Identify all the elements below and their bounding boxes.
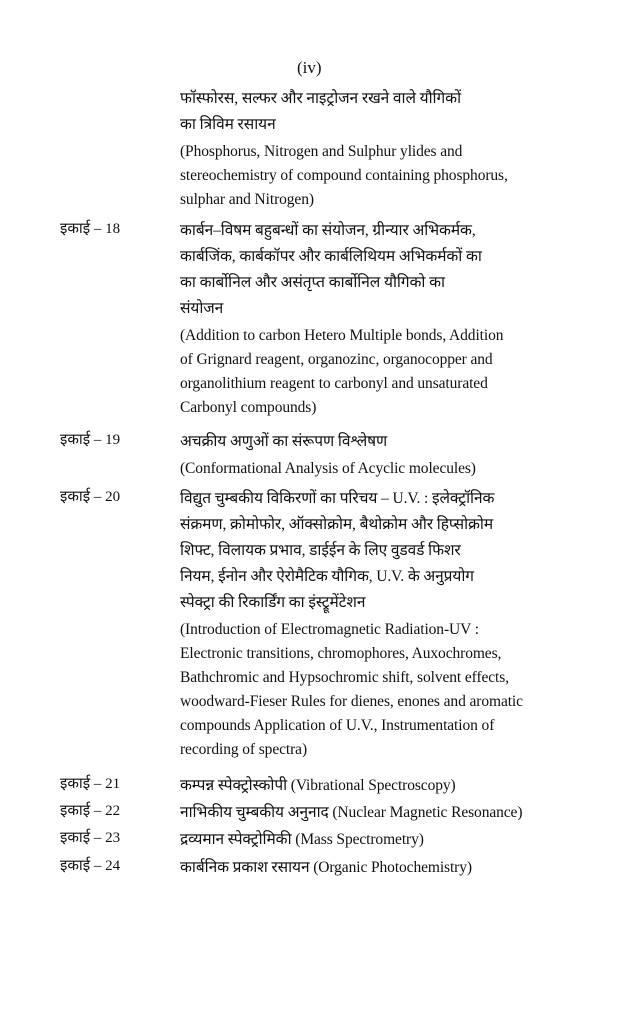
text-line: recording of spectra) [180,741,308,758]
unit-20-hindi [180,486,580,616]
page-number: (iv) [297,58,322,77]
text-line: Electronic transitions, chromophores, Auxochromes, [180,645,502,662]
text-line: (Introduction of Electromagnetic Radiation-UV : [180,621,479,638]
unit-label: इकाई – 19 [60,432,121,448]
unit-label: इकाई – 18 [60,221,121,237]
text-line: नियम, ईनोन और ऐरोमैटिक यौगिक, U.V. के अनुप्रयोग [180,568,474,585]
text-line: कार्बजिंक, कार्बकॉपर और कार्बलिथियम अभिकर्मकों का [180,248,482,265]
text-line: compounds Application of U.V., Instrumentation of [180,717,495,734]
text-line: विद्युत चुम्बकीय विकिरणों का परिचय – U.V. : इलेक्ट्रॉनिक [180,490,495,507]
text-line: का कार्बोनिल और असंतृप्त कार्बोनिल यौगिको का [180,274,445,291]
unit-18-english [180,324,580,420]
text-line: (Phosphorus, Nitrogen and Sulphur ylides and [180,143,463,160]
unit-label: इकाई – 21 [60,776,121,792]
text-line: शिफ्ट, विलायक प्रभाव, डाईईन के लिए वुडवर्ड फिशर [180,542,461,559]
unit-21-title: कम्पन्न स्पेक्ट्रोस्कोपी (Vibrational Spectroscopy) [180,777,456,794]
unit-label: इकाई – 24 [60,858,121,874]
unit-22-title: नाभिकीय चुम्बकीय अनुनाद (Nuclear Magnetic Resonance) [180,804,523,821]
unit-24-title: कार्बनिक प्रकाश रसायन (Organic Photochemistry) [180,859,472,876]
unit-label: इकाई – 22 [60,803,121,819]
text-line: अचक्रीय अणुओं का संरूपण विश्लेषण [180,433,388,450]
text-line: कार्बन–विषम बहुबन्धों का संयोजन, ग्रीन्यार अभिकर्मक, [180,222,476,239]
intro-english [180,140,580,212]
text-line: संक्रमण, क्रोमोफोर, ऑक्सोक्रोम, बैथोक्रोम और हिप्सोक्रोम [180,516,494,533]
text-line: stereochemistry of compound containing phosphorus, [180,167,508,184]
text-line: संयोजन [180,300,224,317]
unit-18-hindi [180,218,580,322]
text-line: of Grignard reagent, organozinc, organocopper and [180,351,493,368]
text-line: Carbonyl compounds) [180,399,317,416]
unit-label: इकाई – 20 [60,489,121,505]
text-line: स्पेक्ट्रा की रिकार्डिंग का इंस्ट्रूमेंटेशन [180,594,366,611]
intro-hindi [180,86,580,138]
unit-19-hindi [180,429,580,455]
text-line: फॉस्फोरस, सल्फर और नाइट्रोजन रखने वाले यौगिकों [180,90,462,107]
text-line: woodward-Fieser Rules for dienes, enones and aromatic [180,693,523,710]
text-line: (Addition to carbon Hetero Multiple bonds, Addition [180,327,504,344]
unit-20-english [180,618,580,762]
unit-19-english [180,457,580,481]
text-line: Bathchromic and Hypsochromic shift, solvent effects, [180,669,509,686]
text-line: organolithium reagent to carbonyl and unsaturated [180,375,488,392]
unit-23-title: द्रव्यमान स्पेक्ट्रोमिकी (Mass Spectrometry) [180,831,424,848]
text-line: sulphar and Nitrogen) [180,191,314,208]
unit-label: इकाई – 23 [60,830,121,846]
text-line: (Conformational Analysis of Acyclic molecules) [180,460,476,477]
text-line: का त्रिविम रसायन [180,116,276,133]
